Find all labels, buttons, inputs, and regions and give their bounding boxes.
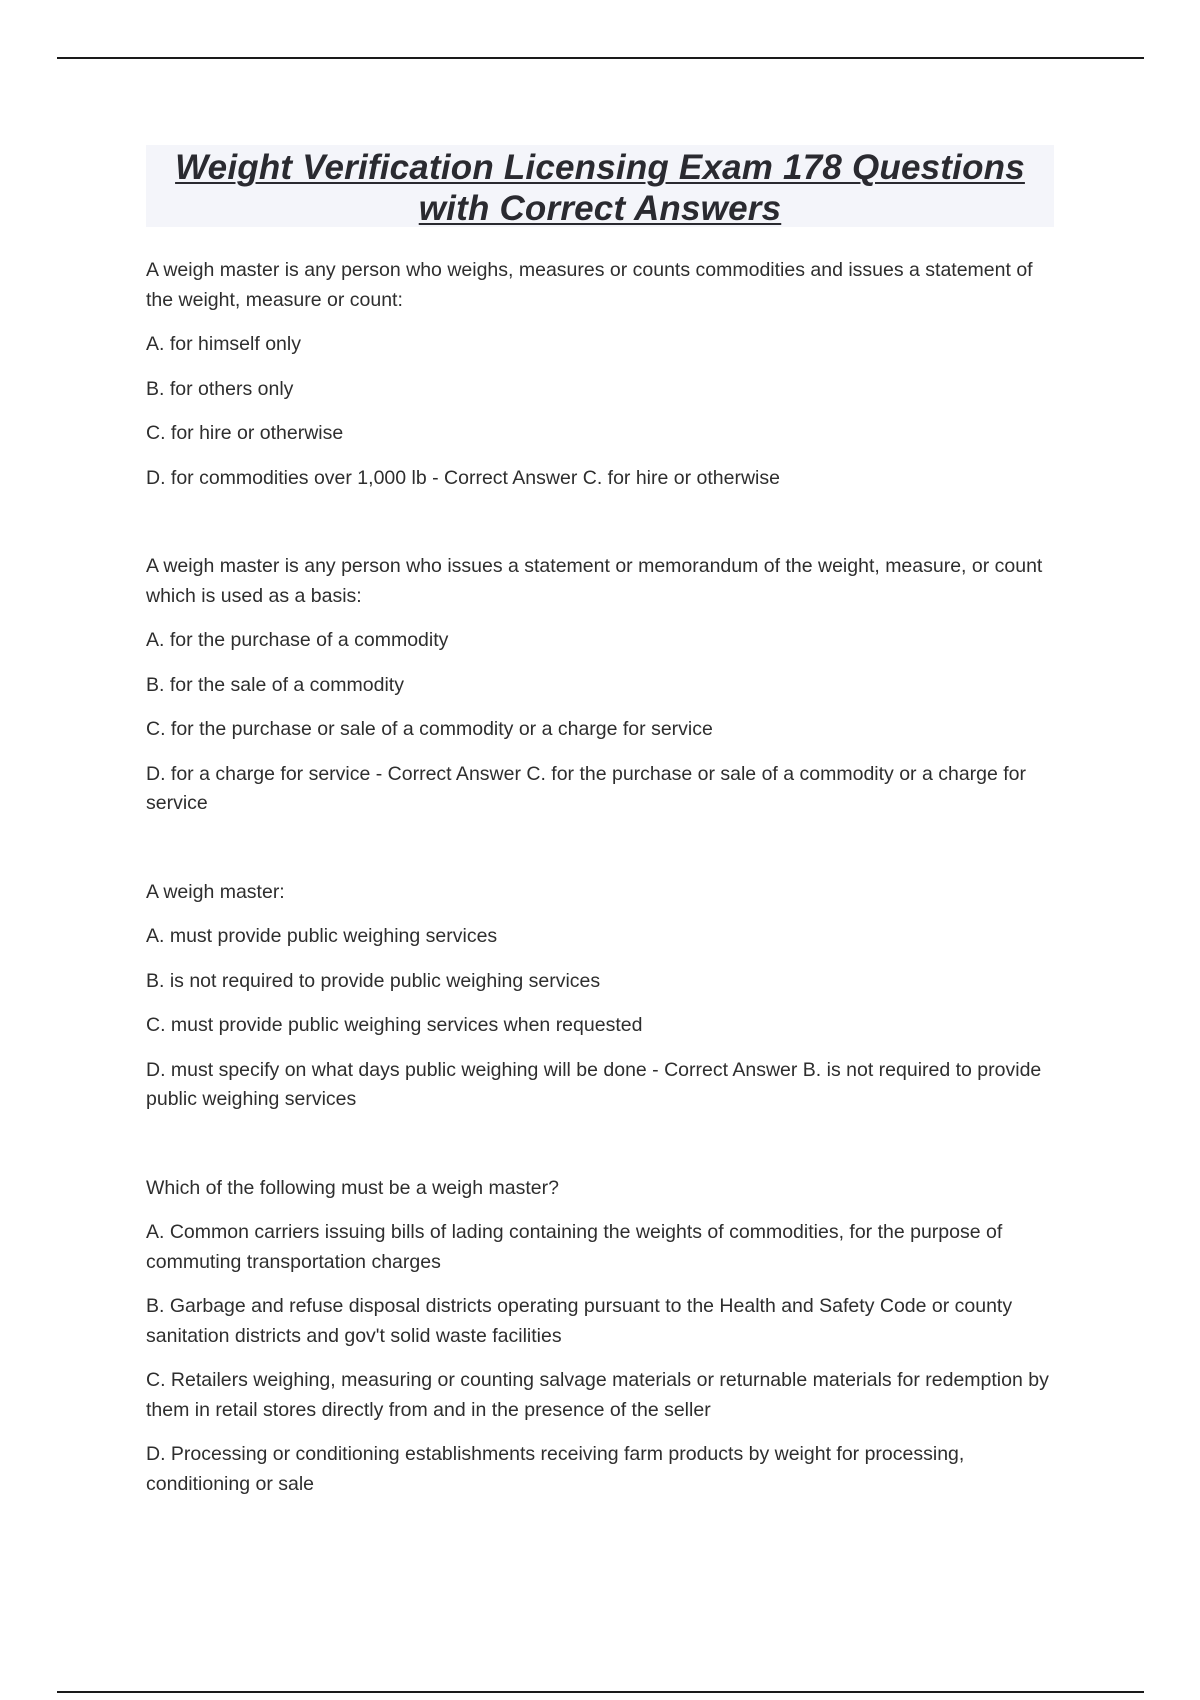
answer-option: C. for hire or otherwise [146,422,344,444]
answer-option: D. Processing or conditioning establishments receiving farm products by weight for processing, conditioning or sale [146,1443,965,1495]
answer-option: C. Retailers weighing, measuring or counting salvage materials or returnable materials for redemption by them in retail stores directly from and in the presence of the seller [146,1369,1049,1421]
question-block [146,552,1056,819]
answer-option: B. is not required to provide public weighing services [146,969,601,992]
answer-option-with-correct-answer: D. for a charge for service - Correct Answer C. for the purchase or sale of a commodity or a charge for service [146,762,1027,814]
page-title: Weight Verification Licensing Exam 178 Questions with Correct Answers [175,148,1025,228]
question-text: A weigh master is any person who weighs, measures or counts commodities and issues a statement of the weight, measure or count: [146,259,1033,311]
answer-option: A. Common carriers issuing bills of lading containing the weights of commodities, for the purpose of commuting transportation charges [146,1221,1003,1273]
answer-option: A. for himself only [146,333,301,355]
questions-list [146,256,1056,1499]
bottom-rule [57,1691,1144,1693]
question-text: A weigh master: [146,880,285,903]
question-text: Which of the following must be a weigh master? [146,1176,559,1199]
answer-option: C. for the purchase or sale of a commodity or a charge for service [146,718,713,740]
answer-option: A. for the purchase of a commodity [146,629,449,651]
answer-option-with-correct-answer: D. for commodities over 1,000 lb - Correct Answer C. for hire or otherwise [146,466,780,489]
answer-option: C. must provide public weighing services when requested [146,1014,643,1036]
top-rule [57,57,1144,59]
question-block [146,1174,1056,1500]
answer-option: B. Garbage and refuse disposal districts operating pursuant to the Health and Safety Code or county sanitation districts and gov't solid waste facilities [146,1295,1013,1347]
answer-option: A. must provide public weighing services [146,925,498,947]
question-text: A weigh master is any person who issues a statement or memorandum of the weight, measure, or count which is used as a basis: [146,555,1043,607]
question-block [146,878,1056,1115]
answer-option: B. for others only [146,377,294,400]
question-block [146,256,1056,493]
answer-option-with-correct-answer: D. must specify on what days public weighing will be done - Correct Answer B. is not required to provide public weighing services [146,1058,1042,1110]
title-banner [146,145,1054,227]
answer-option: B. for the sale of a commodity [146,673,404,696]
